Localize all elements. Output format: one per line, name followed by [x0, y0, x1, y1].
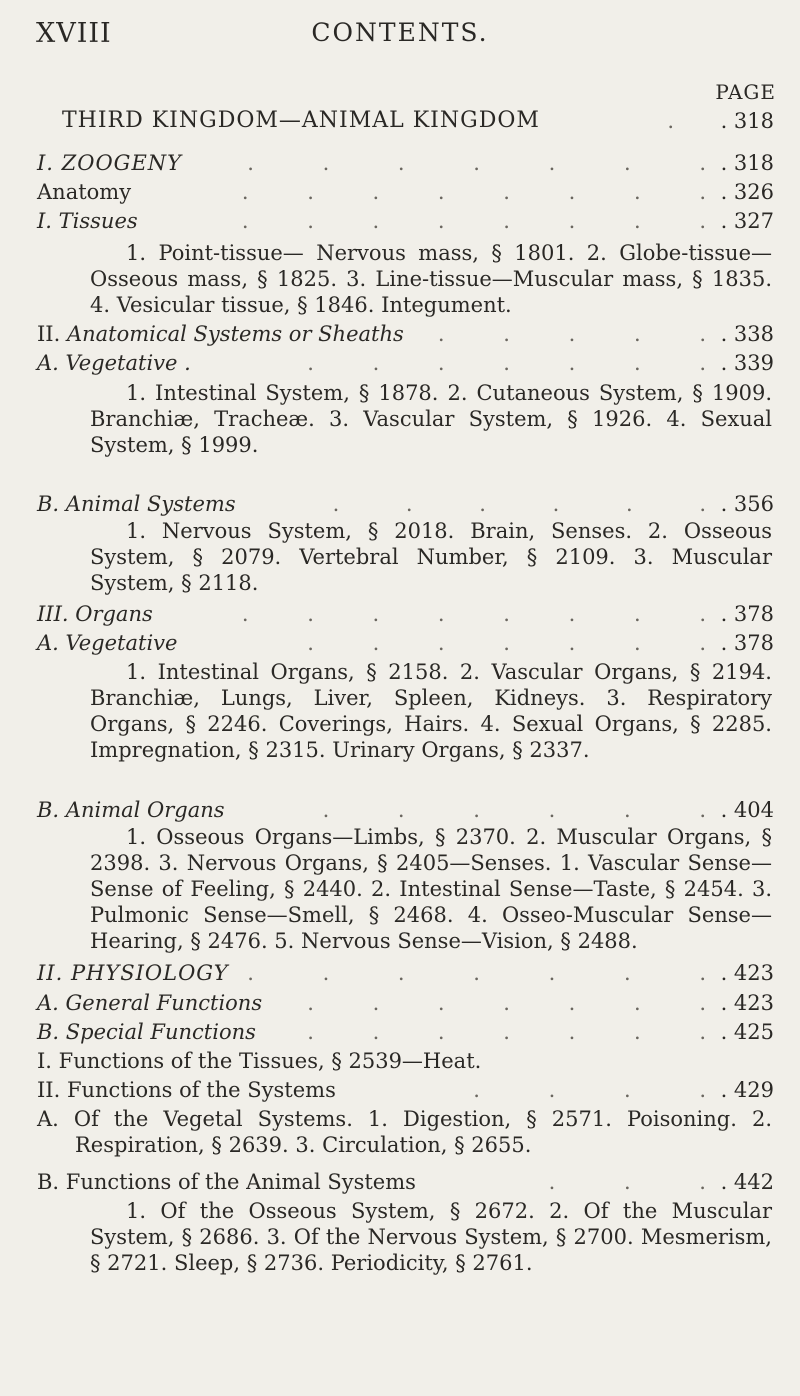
toc-leader: . . . . . . [322, 798, 706, 822]
toc-entry [0, 106, 774, 136]
toc-detail-animal-functions: 1. Of the Osseous System, § 2672. 2. Of the Muscular System, § 2686. 3. Of the Nervous System, § 2700. Mesmerism, § 2721. Sleep, § 2736. Periodicity, § 2761. [90, 1199, 772, 1275]
toc-detail-animal-systems: 1. Nervous System, § 2018. Brain, Senses. 2. Osseous System, § 2079. Vertebral Number, § 2109. 3. Muscular System, § 2118. [90, 519, 772, 595]
toc-entry [0, 795, 774, 825]
toc-leader: . [667, 109, 674, 133]
toc-page: . 356 [720, 492, 774, 516]
toc-entry [0, 206, 774, 236]
toc-entry-title: II. PHYSIOLOGY [37, 961, 229, 985]
toc-leader: . . . . . . [332, 492, 706, 516]
toc-detail-vegetative-systems: 1. Intestinal System, § 1878. 2. Cutaneous System, § 1909. Branchiæ, Tracheæ. 3. Vascular System, § 1926. 4. Sexual System, § 1999. [90, 381, 772, 457]
toc-page: . 423 [720, 991, 774, 1015]
page-column-label: PAGE [715, 80, 776, 104]
running-header [0, 18, 800, 58]
toc-entry [0, 489, 774, 519]
toc-page: . 318 [720, 151, 774, 175]
toc-page: . 326 [720, 180, 774, 204]
toc-page: . 442 [720, 1170, 774, 1194]
toc-entry-title: A. Vegetative [37, 631, 178, 655]
toc-entry-title: I. ZOOGENY [37, 151, 183, 175]
toc-leader: . . . . . . . [307, 351, 706, 375]
toc-page: . 423 [720, 961, 774, 985]
toc-page: . 404 [720, 798, 774, 822]
toc-entry [0, 599, 774, 629]
toc-leader: . . . . . . . . [241, 180, 706, 204]
toc-entry-title: I. Functions of the Tissues, § 2539—Heat. [37, 1049, 482, 1073]
page-number: XVIII [36, 18, 112, 49]
toc-detail-vegetal-functions: A. Of the Vegetal Systems. 1. Digestion, § 2571. Poisoning. 2. Respiration, § 2639. 3. Circulation, § 2655. [37, 1107, 772, 1157]
toc-entry [0, 348, 774, 378]
toc-detail-vegetative-organs: 1. Intestinal Organs, § 2158. 2. Vascular Organs, § 2194. Branchiæ, Lungs, Liver, Spleen, Kidneys. 3. Respiratory Organs, § 2246. Coverings, Hairs. 4. Sexual Organs, § 2285. Impregnation, § 2315. Urinary Organs, § 2337. [90, 660, 772, 762]
toc-entry-title: B. Functions of the Animal Systems [37, 1170, 416, 1194]
toc-leader: . . . [548, 1170, 706, 1194]
toc-entry-title: III. Organs [37, 602, 153, 626]
toc-entry [0, 988, 774, 1018]
toc-entry-title: II. Functions of the Systems [37, 1078, 336, 1102]
toc-entry-title: THIRD KINGDOM—ANIMAL KINGDOM [62, 108, 540, 133]
toc-entry-title: A. General Functions [37, 991, 263, 1015]
toc-entry [0, 1017, 774, 1047]
toc-entry [0, 628, 774, 658]
toc-entry-title: B. Animal Organs [37, 798, 225, 822]
toc-leader: . . . . . . . [307, 631, 706, 655]
toc-entry [0, 1167, 774, 1197]
toc-entry [0, 319, 774, 349]
toc-leader: . . . . . . . . [241, 602, 706, 626]
toc-page: . 378 [720, 631, 774, 655]
toc-entry [0, 177, 774, 207]
toc-entry-title: A. Vegetative . [37, 351, 191, 375]
toc-leader: . . . . . . . [247, 151, 706, 175]
toc-leader: . . . . [473, 1078, 706, 1102]
toc-page: . 318 [720, 109, 774, 133]
toc-page: . 339 [720, 351, 774, 375]
page-title: CONTENTS. [311, 18, 489, 47]
toc-entry [0, 958, 774, 988]
toc-page: . 327 [720, 209, 774, 233]
toc-page: . 425 [720, 1020, 774, 1044]
toc-entry [0, 148, 774, 178]
toc-entry-title: Anatomy [37, 180, 132, 204]
toc-entry-title: B. Special Functions [37, 1020, 256, 1044]
toc-entry [0, 1046, 774, 1076]
toc-detail-animal-organs: 1. Osseous Organs—Limbs, § 2370. 2. Muscular Organs, § 2398. 3. Nervous Organs, § 2405—Senses. 1. Vascular Sense—Sense of Feeling, § 2440. 2. Intestinal Sense—Taste, § 2454. 3. Pulmonic Sense—Smell, § 2468. 4. Osseo-Muscular Sense—Hearing, § 2476. 5. Nervous Sense—Vision, § 2488. [90, 825, 772, 953]
toc-entry-title: B. Animal Systems [37, 492, 236, 516]
toc-entry-title: I. Tissues [37, 209, 138, 233]
toc-leader: . . . . . . . [247, 961, 706, 985]
toc-leader: . . . . . . . [307, 1020, 706, 1044]
toc-leader: . . . . . . . [307, 991, 706, 1015]
toc-leader: . . . . . [437, 322, 706, 346]
toc-page: . 338 [720, 322, 774, 346]
toc-page: . 378 [720, 602, 774, 626]
toc-entry-title: II. Anatomical Systems or Sheaths [37, 322, 404, 346]
toc-page: . 429 [720, 1078, 774, 1102]
toc-detail-tissues: 1. Point-tissue— Nervous mass, § 1801. 2. Globe-tissue—Osseous mass, § 1825. 3. Line-tissue—Muscular mass, § 1835. 4. Vesicular tissue, § 1846. Integument. [90, 241, 772, 317]
toc-leader: . . . . . . . . [241, 209, 706, 233]
toc-entry [0, 1075, 774, 1105]
